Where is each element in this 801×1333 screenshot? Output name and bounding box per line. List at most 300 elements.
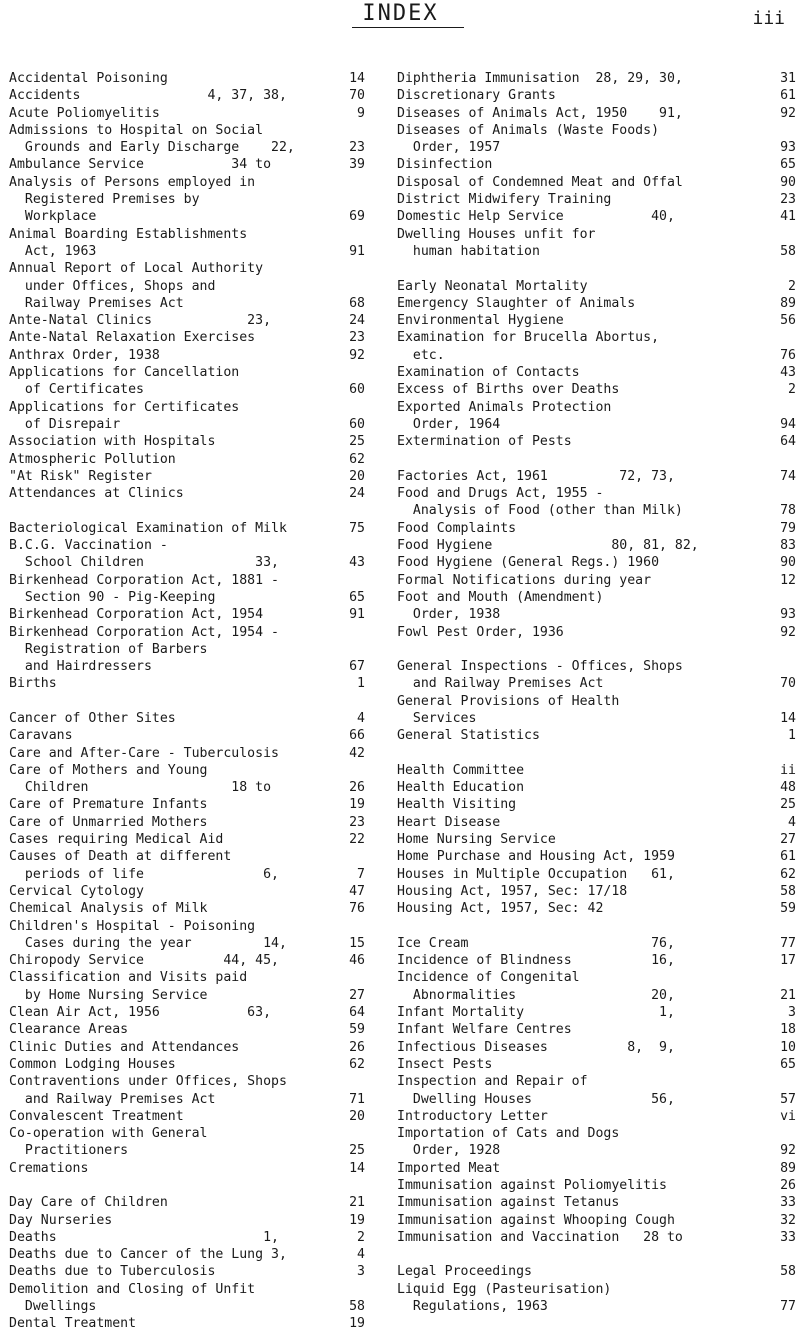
index-entry	[397, 589, 796, 624]
index-entry-line: General Provisions of Health	[397, 693, 620, 709]
index-entry-line: Order, 1928	[397, 1143, 501, 1159]
index-entry	[9, 1212, 365, 1229]
index-entry	[9, 451, 365, 468]
index-entry	[397, 1125, 796, 1160]
index-entry	[397, 468, 796, 485]
index-entry	[397, 779, 796, 796]
index-entry	[397, 935, 796, 952]
index-entry	[397, 1263, 796, 1280]
index-page-ref: 91	[349, 607, 365, 623]
index-page-ref: 39	[349, 157, 365, 173]
index-page-ref: 4	[788, 814, 796, 830]
index-entry	[9, 918, 365, 953]
index-entry-text	[9, 520, 287, 537]
index-entry-text	[397, 883, 627, 900]
index-entry-line: Clinic Duties and Attendances	[9, 1039, 240, 1055]
index-entry-line: Animal Boarding Establishments	[9, 226, 248, 242]
index-entry-text	[397, 1212, 675, 1229]
index-entry-line: Dwelling Houses unfit for	[397, 226, 596, 242]
index-entry-line: Ante-Natal Clinics 23,	[9, 313, 272, 329]
index-entry	[397, 70, 796, 87]
index-page-ref: 65	[349, 589, 365, 605]
index-entry-text	[397, 70, 683, 87]
index-entry-text	[9, 70, 168, 87]
index-entry	[397, 658, 796, 693]
index-page-ref: 58	[349, 1299, 365, 1315]
index-entry	[9, 537, 365, 572]
index-entry-text	[9, 1108, 184, 1125]
index-entry-line: Food and Drugs Act, 1955 -	[397, 486, 604, 502]
index-page-ref: 69	[349, 209, 365, 225]
index-entry-text	[397, 693, 619, 728]
index-entry-text	[9, 260, 263, 312]
index-entry	[397, 399, 796, 434]
index-page-ref: 91	[349, 243, 365, 259]
index-entry	[9, 1073, 365, 1108]
index-entry-text	[9, 848, 279, 883]
index-entry-text	[397, 831, 556, 848]
index-entry-line: Examination for Brucella Abortus,	[397, 330, 660, 346]
index-entry-text	[397, 935, 675, 952]
index-entry-text	[397, 1194, 619, 1211]
index-entry-line: of Certificates	[9, 382, 144, 398]
index-entry-text	[397, 174, 683, 191]
index-entry	[397, 381, 796, 398]
index-entry-text	[397, 779, 524, 796]
index-entry-text	[9, 485, 184, 502]
index-entry	[9, 969, 365, 1004]
index-entry	[397, 278, 796, 295]
index-page-ref: 4	[357, 710, 365, 726]
index-entry	[9, 226, 365, 261]
index-entry-line: Chemical Analysis of Milk	[9, 901, 208, 917]
index-entry-line: Chiropody Service 44, 45,	[9, 953, 279, 969]
index-entry-line: Registration of Barbers	[9, 641, 208, 657]
index-entry-text	[397, 848, 675, 865]
index-entry-line: Dental Treatment	[9, 1316, 137, 1332]
index-page-ref: 4	[357, 1247, 365, 1263]
index-entry	[397, 1039, 796, 1056]
index-entry-text	[397, 191, 611, 208]
index-entry	[9, 312, 365, 329]
index-entry-text	[9, 675, 57, 692]
index-entry-line: Applications for Certificates	[9, 399, 240, 415]
index-page-ref: 78	[780, 503, 796, 519]
index-page-ref: 2	[788, 278, 796, 294]
index-entry-text	[9, 710, 176, 727]
index-entry-line: School Children 33,	[9, 555, 279, 571]
index-entry-line: Contraventions under Offices, Shops	[9, 1074, 287, 1090]
index-page-ref: 14	[349, 71, 365, 86]
index-entry-text	[9, 1281, 255, 1316]
index-entry-line: Health Visiting	[397, 797, 517, 813]
index-entry-line: Health Committee	[397, 762, 525, 778]
index-entry-text	[397, 312, 564, 329]
index-entry-text	[397, 658, 683, 693]
index-entry	[397, 1212, 796, 1229]
index-page-ref: 77	[780, 935, 796, 951]
index-entry	[397, 105, 796, 122]
index-entry	[9, 952, 365, 969]
index-entry-line: Housing Act, 1957, Sec: 42	[397, 901, 604, 917]
index-page-ref: 19	[349, 1212, 365, 1228]
index-entry-line: Analysis of Persons employed in	[9, 174, 256, 190]
index-entry-text	[9, 1073, 287, 1108]
index-entry	[397, 1160, 796, 1177]
index-page-ref: 27	[780, 832, 796, 848]
index-page-ref: 59	[780, 901, 796, 917]
index-entry-line: Exported Animals Protection	[397, 399, 612, 415]
index-page-ref: 56	[780, 313, 796, 329]
index-entry-line: Environmental Hygiene	[397, 313, 564, 329]
page-title: INDEX	[362, 1, 439, 26]
index-entry-line: Birkenhead Corporation Act, 1954	[9, 607, 264, 623]
index-entry-text	[397, 1108, 548, 1125]
index-entry	[9, 70, 365, 87]
index-page-ref: 20	[349, 1108, 365, 1124]
index-entry-line: Care of Premature Infants	[9, 797, 208, 813]
index-entry-line: Factories Act, 1961 72, 73,	[397, 468, 675, 484]
index-entry	[397, 87, 796, 104]
index-entry	[397, 295, 796, 312]
index-page-ref: 26	[349, 780, 365, 796]
index-entry-text	[397, 399, 611, 434]
index-entry-text	[9, 122, 295, 157]
index-page-ref: 25	[349, 1143, 365, 1159]
index-entry-text	[9, 762, 271, 797]
index-entry-text	[397, 1021, 572, 1038]
index-page-ref: 46	[349, 953, 365, 969]
index-page-ref: 89	[780, 295, 796, 311]
index-entry	[9, 520, 365, 537]
index-entry-text	[9, 312, 271, 329]
index-page-ref: 64	[780, 434, 796, 450]
index-entry-text	[397, 1281, 611, 1316]
index-entry	[9, 624, 365, 676]
index-entry-line: Care of Mothers and Young	[9, 762, 208, 778]
index-entry-line: Dwellings	[9, 1299, 97, 1315]
index-entry	[9, 485, 365, 502]
index-entry-line: Classification and Visits paid	[9, 970, 248, 986]
index-entry-line: Importation of Cats and Dogs	[397, 1126, 620, 1142]
index-entry	[397, 796, 796, 813]
index-page-ref: 77	[780, 1299, 796, 1315]
index-entry-text	[397, 105, 683, 122]
index-page-ref: 31	[780, 71, 796, 86]
index-entry	[9, 1004, 365, 1021]
index-page-ref: 71	[349, 1091, 365, 1107]
index-entry-line: under Offices, Shops and	[9, 278, 216, 294]
index-entry-text	[397, 485, 683, 520]
index-entry-line: Diseases of Animals Act, 1950 91,	[397, 105, 683, 121]
index-entry	[397, 433, 796, 450]
index-page-ref: 10	[780, 1039, 796, 1055]
index-entry	[9, 1194, 365, 1211]
index-entry-text	[397, 329, 659, 364]
index-entry-text	[397, 1229, 683, 1246]
index-page-ref: 18	[780, 1022, 796, 1038]
index-page-ref: 83	[780, 538, 796, 554]
index-page-ref: 67	[349, 659, 365, 675]
index-entry-line: Services	[397, 710, 477, 726]
index-page-ref: 27	[349, 987, 365, 1003]
index-page-ref: 47	[349, 883, 365, 899]
index-entry	[397, 1281, 796, 1316]
index-entry	[397, 693, 796, 728]
index-entry	[397, 762, 796, 779]
index-entry-text	[9, 105, 160, 122]
index-entry-line: Immunisation against Poliomyelitis	[397, 1178, 667, 1193]
index-page-ref: 26	[349, 1039, 365, 1055]
index-entry-text	[397, 278, 588, 295]
index-entry-text	[397, 1263, 532, 1280]
index-entry-text	[9, 606, 263, 623]
index-entry-line: Grounds and Early Discharge 22,	[9, 140, 295, 156]
index-entry-text	[397, 1004, 675, 1021]
index-entry-line: Day Care of Children	[9, 1195, 168, 1211]
index-page-ref: 60	[349, 382, 365, 398]
index-entry-line: Houses in Multiple Occupation 61,	[397, 866, 675, 882]
index-page-ref: 2	[788, 382, 796, 398]
index-page-ref: 22	[349, 832, 365, 848]
index-entry-line: Foot and Mouth (Amendment)	[397, 589, 604, 605]
index-entry	[9, 727, 365, 744]
index-entry	[397, 537, 796, 554]
index-entry-text	[9, 364, 239, 399]
index-entry-line: Analysis of Food (other than Milk)	[397, 503, 683, 519]
index-entry-text	[9, 831, 223, 848]
index-entry-line: Registered Premises by	[9, 192, 200, 208]
index-entry	[9, 814, 365, 831]
index-entry-line: Extermination of Pests	[397, 434, 572, 450]
index-entry-text	[9, 1125, 208, 1160]
index-entry-line: Children's Hospital - Poisoning	[9, 918, 256, 934]
index-entry	[9, 122, 365, 157]
index-entry-text	[397, 1073, 675, 1108]
index-page-ref: 92	[780, 1143, 796, 1159]
index-entry-line: Cases during the year 14,	[9, 935, 287, 951]
index-entry-text	[9, 1056, 176, 1073]
index-entry	[9, 1039, 365, 1056]
index-entry-text	[9, 347, 160, 364]
index-entry-line: Birkenhead Corporation Act, 1954 -	[9, 624, 279, 640]
index-entry-text	[9, 1212, 112, 1229]
index-entry	[397, 1021, 796, 1038]
index-entry-line: Domestic Help Service 40,	[397, 209, 675, 225]
index-entry-text	[397, 156, 492, 173]
index-page-ref: 23	[349, 330, 365, 346]
index-entry-text	[9, 1315, 136, 1332]
index-entry	[9, 675, 365, 692]
index-entry-line: District Midwifery Training	[397, 192, 612, 208]
index-page-ref: ii	[780, 762, 796, 778]
index-page-ref: 14	[780, 710, 796, 726]
index-page-ref: 19	[349, 1316, 365, 1332]
index-entry-line: Diseases of Animals (Waste Foods)	[397, 122, 660, 138]
index-page-ref: 33	[780, 1229, 796, 1245]
index-page-ref: 66	[349, 728, 365, 744]
index-page-ref: 24	[349, 313, 365, 329]
index-entry-text	[397, 364, 580, 381]
index-entry	[9, 156, 365, 173]
index-entry	[9, 1246, 365, 1263]
index-entry-text	[397, 814, 500, 831]
index-entry	[397, 312, 796, 329]
index-entry-line: Immunisation against Tetanus	[397, 1195, 620, 1211]
index-entry	[9, 329, 365, 346]
index-entry	[9, 1021, 365, 1038]
index-entry	[9, 1125, 365, 1160]
index-entry-line: Demolition and Closing of Unfit	[9, 1281, 256, 1297]
index-entry	[397, 191, 796, 208]
index-entry-text	[397, 122, 659, 157]
index-entry-text	[397, 796, 516, 813]
index-entry-line: Inspection and Repair of	[397, 1074, 588, 1090]
index-entry	[9, 848, 365, 883]
index-entry-line: Introductory Letter	[397, 1108, 548, 1124]
index-entry-text	[397, 1160, 500, 1177]
index-entry-line: Admissions to Hospital on Social	[9, 122, 264, 138]
index-page-ref: 23	[780, 192, 796, 208]
index-entry-text	[397, 589, 603, 624]
index-page-ref: 7	[357, 866, 365, 882]
index-entry	[9, 745, 365, 762]
index-entry-text	[9, 1246, 287, 1263]
index-entry	[397, 883, 796, 900]
index-entry	[9, 87, 365, 104]
index-entry-line: Deaths 1,	[9, 1229, 279, 1245]
index-page-ref: 24	[349, 486, 365, 502]
index-entry-line: Abnormalities 20,	[397, 987, 675, 1003]
index-entry-line: Children 18 to	[9, 780, 272, 796]
index-page-ref: 3	[788, 1005, 796, 1021]
index-entry	[9, 1263, 365, 1280]
index-page-ref: 2	[357, 1229, 365, 1245]
index-entry-line: Ambulance Service 34 to	[9, 157, 272, 173]
index-entry-line: Acute Poliomyelitis	[9, 105, 160, 121]
index-entry	[397, 156, 796, 173]
index-entry-line: Clearance Areas	[9, 1022, 129, 1038]
index-page-ref: 64	[349, 1005, 365, 1021]
index-entry-text	[397, 381, 619, 398]
index-page-ref: 58	[780, 883, 796, 899]
index-page-ref: 9	[357, 105, 365, 121]
index-page-ref: vi	[780, 1108, 796, 1124]
index-entry-text	[9, 451, 176, 468]
index-entry-line: Regulations, 1963	[397, 1299, 548, 1315]
index-entry	[397, 1004, 796, 1021]
index-page-ref: 65	[780, 1056, 796, 1072]
index-entry-text	[9, 1160, 88, 1177]
index-entry	[397, 831, 796, 848]
index-entry-line: Order, 1964	[397, 416, 501, 432]
index-entry-line: Ice Cream 76,	[397, 935, 675, 951]
index-entry-text	[9, 745, 279, 762]
index-page-ref: 57	[780, 1091, 796, 1107]
index-entry	[9, 260, 365, 312]
index-entry-line: Formal Notifications during year	[397, 572, 652, 588]
index-entry	[397, 814, 796, 831]
index-entry	[397, 485, 796, 520]
index-entry	[9, 399, 365, 434]
index-page-ref: 42	[349, 745, 365, 761]
index-entry-text	[9, 727, 73, 744]
index-entry-line: Cervical Cytology	[9, 883, 144, 899]
index-entry	[397, 554, 796, 571]
index-entry-line: Housing Act, 1957, Sec: 17/18	[397, 883, 628, 899]
index-page-ref: 21	[349, 1195, 365, 1211]
index-entry-line: Legal Proceedings	[397, 1264, 532, 1280]
index-entry-line: Dwelling Houses 56,	[397, 1091, 675, 1107]
index-entry-line: Care of Unmarried Mothers	[9, 814, 208, 830]
index-entry-text	[9, 87, 287, 104]
index-page-ref: 89	[780, 1160, 796, 1176]
index-entry-line: B.C.G. Vaccination -	[9, 538, 168, 554]
index-entry-line: Liquid Egg (Pasteurisation)	[397, 1281, 612, 1297]
index-entry-text	[9, 918, 287, 953]
index-entry-line: Section 90 - Pig-Keeping	[9, 589, 216, 605]
index-page-ref: 70	[349, 88, 365, 104]
index-entry-line: Disinfection	[397, 157, 493, 173]
index-page-ref: 21	[780, 987, 796, 1003]
index-entry	[397, 900, 796, 917]
index-entry-line: by Home Nursing Service	[9, 987, 208, 1003]
index-entry-text	[9, 624, 279, 676]
index-entry-line: Home Purchase and Housing Act, 1959	[397, 849, 675, 865]
index-entry-line: Atmospheric Pollution	[9, 451, 176, 467]
index-entry-text	[397, 727, 540, 744]
index-page-ref: 33	[780, 1195, 796, 1211]
index-page-ref: 59	[349, 1022, 365, 1038]
index-entry-line: Anthrax Order, 1938	[9, 347, 160, 363]
index-entry-line: Clean Air Act, 1956 63,	[9, 1005, 272, 1021]
index-entry	[397, 1073, 796, 1108]
index-entry-line: and Railway Premises Act	[9, 1091, 216, 1107]
index-entry-text	[397, 433, 572, 450]
index-page-ref: 14	[349, 1160, 365, 1176]
index-entry	[397, 122, 796, 157]
index-entry-text	[397, 969, 675, 1004]
index-entry-text	[9, 952, 279, 969]
index-page-ref: 90	[780, 555, 796, 571]
index-page-ref: 92	[349, 347, 365, 363]
index-entry-text	[9, 1229, 279, 1246]
index-entry-text	[9, 572, 279, 607]
index-page-ref: 58	[780, 243, 796, 259]
index-entry-text	[397, 900, 603, 917]
index-entry	[9, 606, 365, 623]
index-entry	[9, 468, 365, 485]
index-page-ref: 25	[780, 797, 796, 813]
index-entry-line: periods of life 6,	[9, 866, 279, 882]
index-entry-line: Diphtheria Immunisation 28, 29, 30,	[397, 71, 683, 86]
index-entry-text	[397, 952, 675, 969]
index-page-ref: 61	[780, 88, 796, 104]
index-page-ref: 48	[780, 780, 796, 796]
index-entry-line: General Inspections - Offices, Shops	[397, 659, 683, 675]
index-entry	[397, 952, 796, 969]
index-entry-text	[9, 969, 247, 1004]
index-page-ref: 65	[780, 157, 796, 173]
index-entry-line: Bacteriological Examination of Milk	[9, 520, 287, 536]
index-page-ref: 20	[349, 468, 365, 484]
index-page-ref: 93	[780, 607, 796, 623]
index-entry-line: of Disrepair	[9, 416, 121, 432]
index-entry	[397, 866, 796, 883]
index-entry-text	[397, 208, 675, 225]
index-entry	[9, 105, 365, 122]
index-entry	[9, 1281, 365, 1316]
